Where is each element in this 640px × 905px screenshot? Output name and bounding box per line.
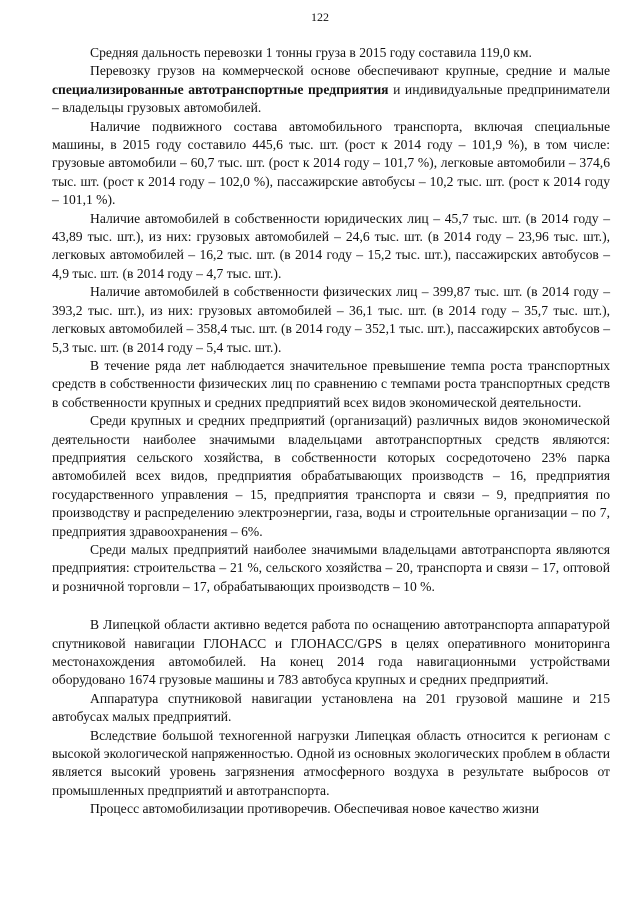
paragraph-glonass: В Липецкой области активно ведется работа по оснащению автотранспорта аппаратурой спутниковой навигации ГЛОНАСС и ГЛОНАСС/GPS в целях оперативного мониторинга местонахождения автомобилей. На конец 2014 года навигационными устройствами оборудовано 1674 грузовые машины и 783 автобуса крупных и средних предприятий.: [52, 617, 610, 688]
paragraph-text: Перевозку грузов на коммерческой основе обеспечивают крупные, средние и малые: [90, 63, 610, 79]
paragraph-growth-trend: В течение ряда лет наблюдается значительное превышение темпа роста транспортных средств в собственности физических лиц по сравнению с темпами роста транспортных средств в собственности крупных и средних предприятий всех видов экономической деятельности.: [52, 357, 610, 410]
page-number: 122: [311, 10, 329, 24]
paragraph-large-enterprises: Среди крупных и средних предприятий (организаций) различных видов экономической деятельности наиболее значимыми владельцами автотранспортных средств являются: предприятия сельского хозяйства, в собственности которых сосредоточено 23% парка автомобилей всех видов, предприятия обрабатывающих производств – 16, предприятия государственного управления – 15, предприятия транспорта и связи – 9, предприятия по производству и распределению электроэнергии, газа, воды и строительные организации – по 7, предприятия здравоохранения – 6%.: [52, 413, 610, 539]
body-text: [52, 44, 610, 819]
paragraph-navigation-small: Аппаратура спутниковой навигации установлена на 201 грузовой машине и 215 автобусах малых предприятий.: [52, 690, 610, 725]
paragraph-individuals: Наличие автомобилей в собственности физических лиц – 399,87 тыс. шт. (в 2014 году – 393,2 тыс. шт.), из них: грузовых автомобилей – 36,1 тыс. шт. (в 2014 году – 35,7 тыс. шт.), легковых автомобилей – 358,4 тыс. шт. (в 2014 году – 352,1 тыс. шт.), пассажирских автобусов – 5,3 тыс. шт. (в 2014 году – 5,4 тыс. шт.).: [52, 284, 610, 355]
paragraph-legal-entities: Наличие автомобилей в собственности юридических лиц – 45,7 тыс. шт. (в 2014 году – 43,89 тыс. шт.), из них: грузовых автомобилей – 24,6 тыс. шт. (в 2014 году – 23,96 тыс. шт.), легковых автомобилей – 16,2 тыс. шт. (в 2014 году – 15,2 тыс. шт.), пассажирских автобусов – 4,9 тыс. шт. (в 2014 году – 4,7 тыс. шт.).: [52, 210, 610, 281]
paragraph-avg-distance: Средняя дальность перевозки 1 тонны груза в 2015 году составила 119,0 км.: [90, 45, 532, 60]
paragraph-cargo-operators: [52, 62, 610, 117]
paragraph-rolling-stock: Наличие подвижного состава автомобильного транспорта, включая специальные машины, в 2015 году составило 445,6 тыс. шт. (рост к 2014 году – 101,9 %), в том числе: грузовые автомобили – 60,7 тыс. шт. (рост к 2014 году – 101,7 %), легковые автомобили – 374,6 тыс. шт. (рост к 2014 году – 102,0 %), пассажирские автобусы – 10,2 тыс. шт. (рост к 2014 году – 101,1 %).: [52, 118, 610, 208]
paragraph-text: и индивидуальные предприниматели – владельцы грузовых автомобилей.: [52, 81, 611, 116]
paragraph-ecology: Вследствие большой техногенной нагрузки Липецкая область относится к регионам с высокой экологической напряженностью. Одной из основных экологических проблем в области является высокий уровень загрязнения атмосферного воздуха в результате выбросов от промышленных предприятий и автотранспорта.: [52, 727, 610, 798]
bold-phrase: специализированные автотранспортные предприятия: [52, 81, 389, 97]
paragraph-motorization: Процесс автомобилизации противоречив. Обеспечивая новое качество жизни: [90, 801, 539, 817]
paragraph-small-enterprises: Среди малых предприятий наиболее значимыми владельцами автотранспорта являются предприятия: строительства – 21 %, сельского хозяйства – 20, транспорта и связи – 17, оптовой и розничной торговли – 17, обрабатывающих производств – 10 %.: [52, 541, 610, 594]
